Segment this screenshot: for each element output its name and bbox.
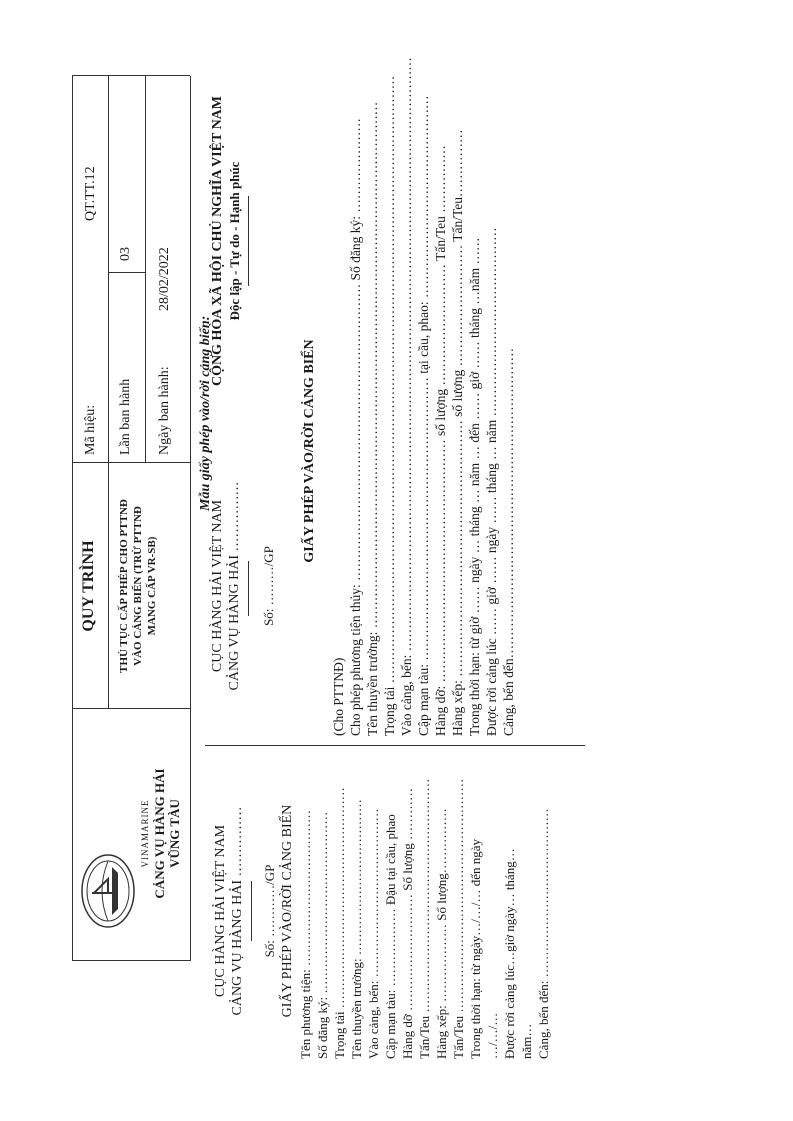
- org-line-1: CẢNG VỤ HÀNG HẢI: [152, 768, 167, 899]
- stub-line: …/…/…: [485, 1012, 500, 1059]
- stub-number: Số: …………/GP: [262, 864, 277, 958]
- nation-line-1: CỘNG HÒA XÃ HỘI CHỦ NGHĨA VIỆT NAM: [210, 96, 225, 387]
- permit-line: Vào cảng, bến: ……………………………………………………………………………………………………………………: [399, 57, 414, 736]
- procedure-title-3: MANG CẤP VR-SB): [146, 536, 158, 636]
- permit-line: Cảng, bến đến……………………………………………………………: [501, 347, 516, 736]
- date-value: 28/02/2022: [157, 247, 172, 311]
- procedure-title-2: VÀO CẢNG BIỂN (TRỪ PTTNĐ: [132, 506, 144, 666]
- stub-line: Vào cảng, bến: …………………………………: [366, 808, 381, 1059]
- stub-line: năm…: [519, 1023, 534, 1059]
- permit-line: Tên thuyền trưởng: ………………………………………………………………………………………………………: [365, 101, 380, 736]
- permit-authority-1: CỤC HÀNG HẢI VIỆT NAM: [210, 499, 225, 673]
- edition-label: Lần ban hành: [118, 378, 133, 455]
- doc-type: QUY TRÌNH: [80, 540, 97, 632]
- logo: [78, 851, 138, 931]
- sample-caption: Mẫu giấy phép vào/rời cảng biển:: [198, 315, 213, 511]
- stub-lines: [297, 739, 552, 1059]
- permit-title: GIẤY PHÉP VÀO/RỜI CẢNG BIỂN: [302, 339, 317, 563]
- permit-line: Hàng dỡ: ……………………………………………… số lượng ……………………… Tấn/Teu ……………: [433, 145, 448, 736]
- org-brand: VINAMARINE: [140, 799, 150, 868]
- stub-line: Tấn/Teu ………………………………………………: [451, 778, 466, 1059]
- code-value: QT.TT.12: [83, 166, 98, 221]
- stub-separator: [205, 745, 585, 746]
- stub-line: Tên phương tiện: ………………………………: [298, 810, 313, 1059]
- permit-line: Cập mạn tàu: ……………………………………………………… tại cầu, phao: ………………………………………: [416, 95, 431, 736]
- stub-line: Trọng tải ……………………………………………: [332, 787, 347, 1059]
- permit-line: Trọng tải ………………………………………………………………………………………………………………………: [382, 75, 397, 736]
- stub-title: GIẤY PHÉP VÀO/RỜI CẢNG BIỂN: [280, 804, 295, 1018]
- permit-line: (Cho PTTNĐ): [331, 657, 346, 736]
- org-line-2: VŨNG TÀU: [167, 799, 182, 868]
- stub-authority-2: CẢNG VỤ HÀNG HẢI ……………: [230, 806, 245, 1016]
- permit-line: Hàng xếp: ………………………………………………… số lượng ……………………… Tấn/Teu……………: [450, 129, 465, 736]
- date-label: Ngày ban hành:: [157, 366, 172, 455]
- permit-authority-2: CẢNG VỤ HÀNG HẢI ……………: [227, 481, 242, 691]
- stub-line: Được rời cảng lúc…giờ ngày… tháng…: [502, 848, 517, 1059]
- stub-line: Cập mạn tàu: ……………… Đậu tại cầu, phao: [383, 814, 398, 1059]
- stub-authority-1: CỤC HÀNG HẢI VIỆT NAM: [213, 824, 228, 998]
- permit-line: Được rời cảng lúc …… giờ …… ngày …… tháng … năm ……………………………………: [484, 227, 499, 736]
- permit-lines: [330, 36, 517, 736]
- stub-line: Số đăng ký: ……………………………………: [315, 811, 330, 1059]
- stub-line: Hàng xếp: ……………… Số lượng……………: [434, 808, 449, 1059]
- stub-line: Tấn/Teu ………………………………………………: [417, 778, 432, 1059]
- permit-line: Trong thời hạn: từ giờ …… ngày … tháng … năm … đến …… giờ …… tháng …năm ……: [467, 237, 482, 736]
- stub-line: Trong thời hạn: từ ngày…/…/… đến ngày: [468, 839, 483, 1059]
- permit-number: Số: ………/GP: [261, 546, 276, 626]
- permit-line: Cho phép phương tiện thủy: ………………………………………………………… Số đăng ký: …………………: [348, 118, 363, 736]
- edition-value: 03: [118, 247, 133, 261]
- stub-line: Cảng, bến đến: …………………………………: [536, 808, 551, 1059]
- nation-line-2: Độc lập - Tự do - Hạnh phúc: [227, 161, 242, 321]
- procedure-title-1: THỦ TỤC CẤP PHÉP CHO PTTNĐ: [118, 499, 130, 673]
- code-label: Mã hiệu:: [83, 404, 98, 455]
- stub-line: Tên thuyền trưởng: ………………………………: [349, 799, 364, 1059]
- stub-line: Hàng dỡ ……………………… Số lượng …………: [400, 787, 415, 1059]
